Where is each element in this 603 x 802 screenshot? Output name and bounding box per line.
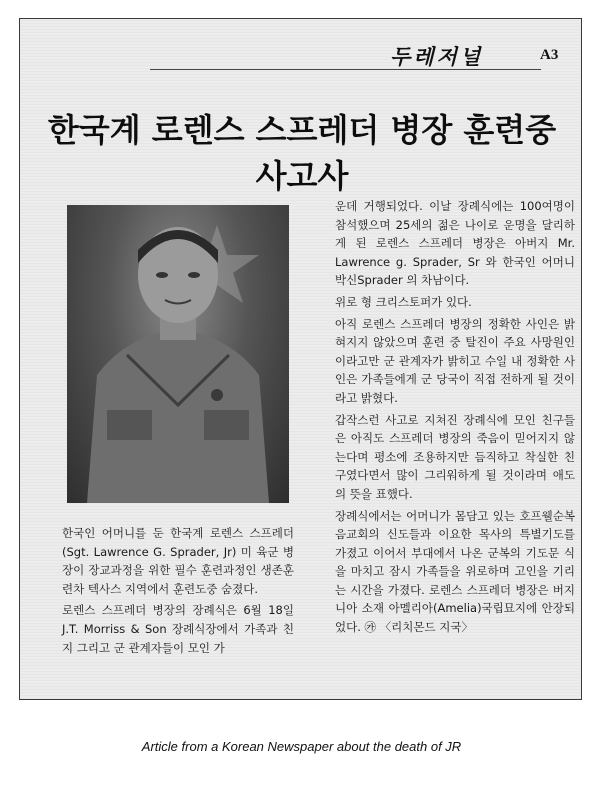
paragraph: 장례식에서는 어머니가 몸담고 있는 호프웰순복음교회의 신도들과 이요한 목사의 특별기도를 가졌고 이어서 부대에서 나온 군복의 기도문 식을 마치고 잠시 가족들을 위로하며 고인을 기리는 시간을 가졌다. 로렌스 스프레더 병장은 버지니아 소재 아멜리아(Amelia)국립묘지에 안장되었다. ㉮ 〈리치몬드 지국〉 <box>335 508 575 635</box>
paragraph: 갑작스런 사고로 지쳐진 장례식에 모인 친구들은 아직도 스프레더 병장의 죽음이 믿어지지 않는다며 평소에 조용하지만 듬직하고 착실한 친구였다면서 많이 그리워하게 될 것이라며 애도의 뜻을 표했다. <box>335 412 575 501</box>
newspaper-masthead: 두레저널 <box>390 45 484 69</box>
soldier-photo <box>67 205 289 503</box>
figure-caption: Article from a Korean Newspaper about the death of JR <box>141 739 462 754</box>
paragraph: 운데 거행되었다. 이날 장례식에는 100여명이 참석했으며 25세의 젊은 나이로 운명을 달리하게 된 로렌스 스프레더 병장은 아버지 Mr. Lawrence g. Sprader, Sr 와 한국인 어머니 박신Sprader 의 차남이다. <box>335 199 575 288</box>
article-headline: 한국계 로렌스 스프레더 병장 훈련중 사고사 <box>47 111 557 195</box>
paragraph: 아직 로렌스 스프레더 병장의 정확한 사인은 밝혀지지 않았으며 훈련 중 탈진이 주요 사망원인이라고만 군 관계자가 밝히고 수일 내 정확한 사인은 가족들에게 군 당국이 직접 전하게 될 것이라고 밝혔다. <box>335 316 575 405</box>
masthead-rule <box>150 69 541 70</box>
newspaper-clipping <box>19 18 582 700</box>
paragraph: 한국인 어머니를 둔 한국계 로렌스 스프레더 (Sgt. Lawrence G. Sprader, Jr) 미 육군 병장이 장교과정을 위한 필수 훈련과정인 생존훈련차 텍사스 지역에서 훈련도중 숨졌다. <box>62 526 294 596</box>
paragraph: 위로 형 크리스토퍼가 있다. <box>335 294 472 309</box>
article-left-column <box>62 524 294 660</box>
paragraph: 로렌스 스프레더 병장의 장례식은 6월 18일 J.T. Morriss & Son 장례식장에서 가족과 친지 그리고 군 관계자들이 모인 가 <box>62 603 294 655</box>
page-number: A3 <box>540 47 559 63</box>
article-right-column <box>335 197 575 640</box>
